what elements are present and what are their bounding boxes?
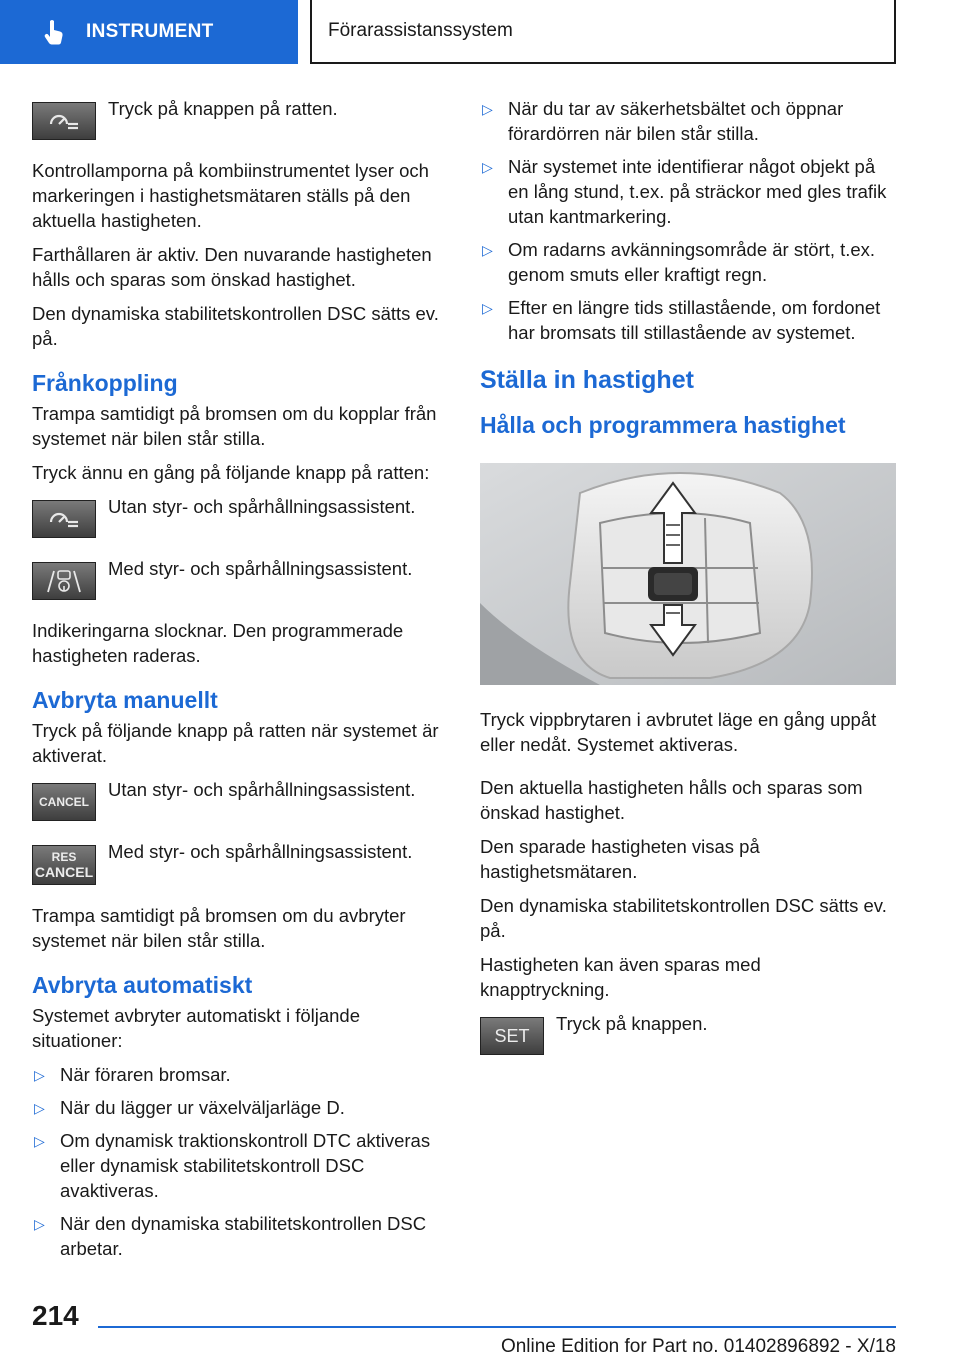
list-item: ▷ När den dynamiska stabilitetskontrollen DSC arbetar.: [34, 1213, 427, 1259]
steering-wheel-rocker-switch-image: [480, 463, 896, 685]
heading-halla-och-programmera: Hålla och programmera hastighet: [480, 412, 846, 438]
triangle-bullet-icon: ▷: [34, 1100, 45, 1116]
paragraph: Indikeringarna slocknar. Den programmerade hastigheten raderas.: [32, 620, 404, 666]
list-item: ▷ När du lägger ur växelväljarläge D.: [32, 1095, 446, 1120]
section-label: INSTRUMENT: [86, 21, 214, 42]
cruise-control-button-icon: [32, 102, 96, 140]
page-number: 214: [32, 1300, 79, 1331]
chapter-tab[interactable]: [310, 0, 896, 64]
paragraph: Kontrollamporna på kombiinstrumentet lyser och markeringen i hastighetsmätaren ställs på den aktuella hastigheten.: [32, 160, 429, 231]
paragraph: Den aktuella hastigheten hålls och sparas som önskad hastighet.: [480, 777, 863, 823]
list-item: ▷ Om radarns avkänningsområde är stört, t.ex. genom smuts eller kraftigt regn.: [482, 239, 876, 285]
set-button-text: Tryck på knappen.: [556, 1013, 708, 1034]
list-item: ▷ När systemet inte identifierar något objekt på en lång stund, t.ex. på sträckor med gles trafik utan kantmarkering.: [482, 156, 887, 227]
paragraph: Systemet avbryter automatiskt i följande situationer:: [32, 1005, 361, 1051]
triangle-bullet-icon: ▷: [482, 242, 493, 258]
triangle-bullet-icon: ▷: [482, 300, 493, 316]
right-column: [480, 96, 894, 1073]
off-button-row-2: [32, 556, 446, 600]
paragraph: Den dynamiska stabilitetskontrollen DSC sätts ev. på.: [32, 303, 439, 349]
paragraph: Hastigheten kan även sparas med knapptryckning.: [480, 954, 761, 1000]
cancel-label: CANCEL: [34, 863, 94, 880]
cancel-button-text-1: Utan styr- och spårhållningsassistent.: [108, 779, 416, 800]
cruise-control-button-icon: [32, 500, 96, 538]
lane-assist-button-icon: [32, 562, 96, 600]
cancel-button-text-2: Med styr- och spårhållningsassistent.: [108, 841, 413, 862]
left-column: [32, 96, 446, 1269]
cruise-button-row: [32, 96, 446, 140]
off-button-text-1: Utan styr- och spårhållningsassistent.: [108, 496, 416, 517]
heading-frankoppling: Frånkoppling: [32, 370, 178, 396]
heading-avbryta-manuellt: Avbryta manuellt: [32, 687, 218, 713]
off-button-text-2: Med styr- och spårhållningsassistent.: [108, 558, 413, 579]
section-tab[interactable]: [0, 0, 298, 64]
paragraph: Farthållaren är aktiv. Den nuvarande hastigheten hålls och sparas som önskad hastighet.: [32, 244, 432, 290]
auto-cancel-list: [32, 1062, 446, 1261]
triangle-bullet-icon: ▷: [482, 159, 493, 175]
chapter-label: Förarassistanssystem: [328, 20, 513, 41]
cancel-button-row-2: [32, 839, 446, 885]
heading-stalla-in-hastighet: Ställa in hastighet: [480, 366, 694, 394]
triangle-bullet-icon: ▷: [34, 1216, 45, 1232]
paragraph: Den dynamiska stabilitetskontrollen DSC sätts ev. på.: [480, 895, 887, 941]
auto-cancel-list-continued: [480, 96, 894, 345]
paragraph: Den sparade hastigheten visas på hastighetsmätaren.: [480, 836, 760, 882]
car-lane-icon: [42, 568, 86, 594]
heading-avbryta-automatiskt: Avbryta automatiskt: [32, 972, 253, 998]
list-item: ▷ Efter en längre tids stillastående, om fordonet har bromsats till stillastående av systemet.: [482, 297, 881, 343]
triangle-bullet-icon: ▷: [34, 1133, 45, 1149]
off-button-row-1: [32, 494, 446, 538]
cancel-button-icon: CANCEL: [32, 783, 96, 821]
paragraph: Trampa samtidigt på bromsen om du avbryter systemet när bilen står stilla.: [32, 905, 406, 951]
set-button-row: [480, 1011, 894, 1055]
hand-pointer-icon: [44, 19, 64, 45]
set-button-icon: SET: [480, 1017, 544, 1055]
speedometer-icon: [42, 506, 86, 532]
paragraph: Tryck på följande knapp på ratten när systemet är aktiverat.: [32, 720, 439, 766]
list-item: ▷ Om dynamisk traktionskontroll DTC aktiveras eller dynamisk stabilitetskontroll DSC avaktiveras.: [34, 1130, 431, 1201]
cruise-button-text: Tryck på knappen på ratten.: [108, 98, 338, 119]
cancel-button-row-1: [32, 777, 446, 821]
triangle-bullet-icon: ▷: [482, 101, 493, 117]
list-item: ▷ När du tar av säkerhetsbältet och öppnar förardörren när bilen står stilla.: [482, 98, 844, 144]
triangle-bullet-icon: ▷: [34, 1067, 45, 1083]
paragraph: Trampa samtidigt på bromsen om du kopplar från systemet när bilen står stilla.: [32, 403, 437, 449]
paragraph: Tryck vippbrytaren i avbrutet läge en gång uppåt eller nedåt. Systemet aktiveras.: [480, 709, 877, 755]
speedometer-icon: [42, 108, 86, 134]
footer-edition[interactable]: Online Edition for Part no. 01402896892 - X/18: [500, 1336, 896, 1357]
paragraph: Tryck ännu en gång på följande knapp på ratten:: [32, 462, 430, 483]
res-label: RES: [51, 849, 77, 864]
list-item: ▷ När föraren bromsar.: [32, 1062, 446, 1087]
res-cancel-button-icon: [32, 845, 96, 885]
footer-divider: [98, 1326, 896, 1328]
